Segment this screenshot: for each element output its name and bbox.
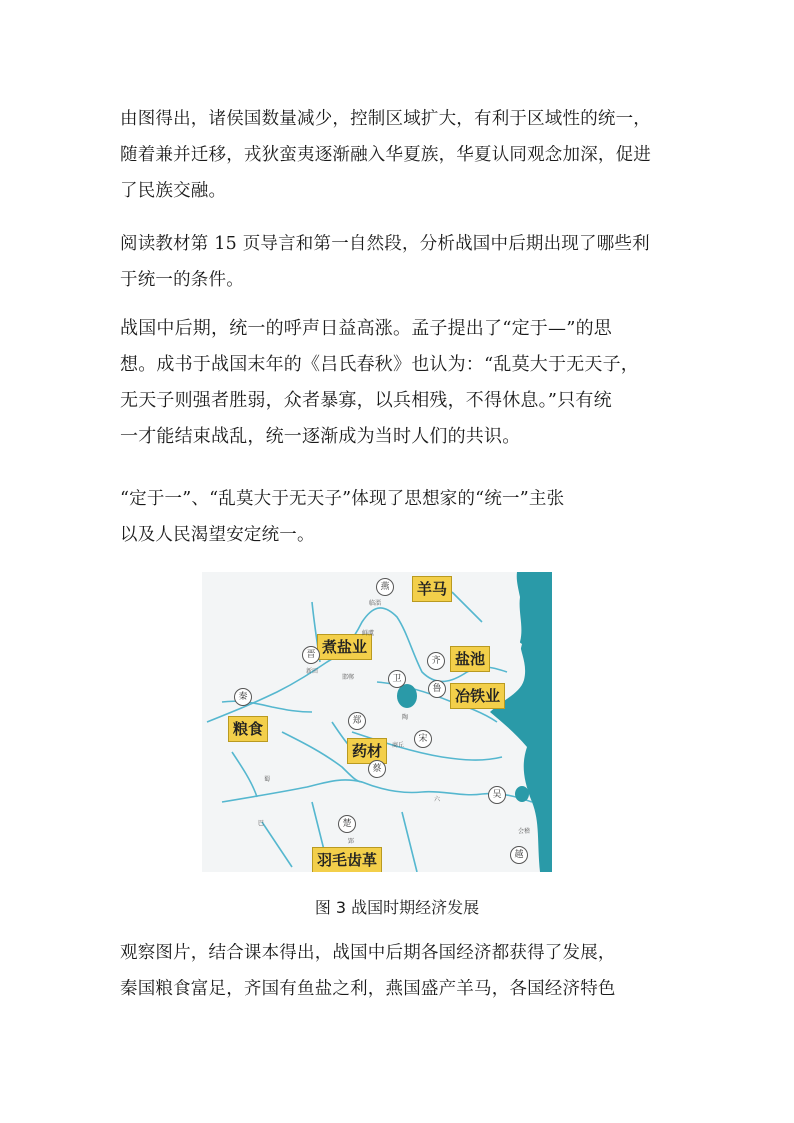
place-label: 陶 bbox=[402, 714, 409, 721]
text-line: 一才能结束战乱，统一逐渐成为当时人们的共识。 bbox=[120, 426, 521, 447]
state-song: 宋 bbox=[414, 730, 432, 748]
place-label: 临淄 bbox=[369, 600, 382, 607]
xiang-river bbox=[262, 822, 292, 867]
state-yue: 越 bbox=[510, 846, 528, 864]
state-jin: 晋 bbox=[302, 646, 320, 664]
state-chu: 楚 bbox=[338, 815, 356, 833]
state-yan: 燕 bbox=[376, 578, 394, 596]
paragraph-reading-task bbox=[120, 226, 680, 298]
text-line: 战国中后期，统一的呼声日益高涨。孟子提出了“定于—”的思 bbox=[120, 318, 613, 339]
label-yetie: 冶铁业 bbox=[450, 683, 505, 709]
place-label: 鲜虞 bbox=[362, 630, 375, 637]
place-label: 商丘 bbox=[392, 742, 405, 749]
place-label: 新田 bbox=[306, 668, 319, 675]
text-line: 于统一的条件。 bbox=[120, 270, 244, 290]
text-line: 了民族交融。 bbox=[120, 181, 227, 201]
place-label: 六 bbox=[434, 796, 441, 803]
place-label: 邯郸 bbox=[342, 674, 355, 681]
place-label: 会稽 bbox=[518, 828, 531, 835]
state-cai: 蔡 bbox=[368, 760, 386, 778]
text-line: 以及人民渴望安定统一。 bbox=[120, 525, 315, 545]
state-qi: 齐 bbox=[427, 652, 445, 670]
label-liangshi: 粮食 bbox=[228, 716, 268, 742]
text-line: 随着兼并迁移，戎狄蛮夷逐渐融入华夏族，华夏认同观念加深，促进 bbox=[120, 145, 651, 165]
paragraph-regional-unification bbox=[120, 101, 680, 209]
text-line: 想。成书于战国末年的《吕氏春秋》也认为：“乱莫大于无天子， bbox=[120, 354, 639, 375]
min-river bbox=[232, 752, 257, 797]
label-yaocai: 药材 bbox=[347, 738, 387, 764]
liao-river bbox=[452, 592, 482, 622]
place-label: 蜀 bbox=[264, 776, 271, 783]
yangtze-river bbox=[222, 780, 532, 802]
state-lu: 鲁 bbox=[428, 680, 446, 698]
paragraph-thinkers-view bbox=[120, 481, 680, 553]
label-zhuyan: 煮盐业 bbox=[317, 634, 372, 660]
text-line: 观察图片，结合课本得出，战国中后期各国经济都获得了发展， bbox=[120, 943, 616, 963]
taihu-lake bbox=[515, 786, 529, 802]
state-zheng: 郑 bbox=[348, 712, 366, 730]
state-qin: 秦 bbox=[234, 688, 252, 706]
state-wei: 卫 bbox=[388, 670, 406, 688]
economy-map-figure bbox=[202, 572, 552, 872]
label-yangma: 羊马 bbox=[412, 576, 452, 602]
daye-lake bbox=[397, 684, 417, 708]
text-line: “定于一”、“乱莫大于无天子”体现了思想家的“统一”主张 bbox=[120, 489, 565, 509]
text-line: 阅读教材第 15 页导言和第一自然段，分析战国中后期出现了哪些利 bbox=[120, 234, 650, 254]
text-line: 秦国粮食富足，齐国有鱼盐之利，燕国盛产羊马，各国经济特色 bbox=[120, 979, 616, 999]
text-line: 由图得出，诸侯国数量减少，控制区域扩大，有利于区域性的统一， bbox=[120, 109, 651, 129]
figure-caption: 图 3 战国时期经济发展 bbox=[314, 898, 480, 917]
paragraph-economic-development bbox=[120, 935, 680, 1007]
place-label: 郢 bbox=[348, 838, 355, 845]
place-label: 巴 bbox=[258, 820, 265, 827]
shandong-peninsula bbox=[490, 632, 522, 652]
gan-river bbox=[402, 812, 417, 872]
label-yanchi: 盐池 bbox=[450, 646, 490, 672]
text-line: 无天子则强者胜弱，众者暴寡，以兵相残，不得休息。”只有统 bbox=[120, 390, 612, 411]
paragraph-unification-voices bbox=[120, 311, 680, 455]
state-wu: 吴 bbox=[488, 786, 506, 804]
label-yumao: 羽毛齿革 bbox=[312, 847, 382, 872]
